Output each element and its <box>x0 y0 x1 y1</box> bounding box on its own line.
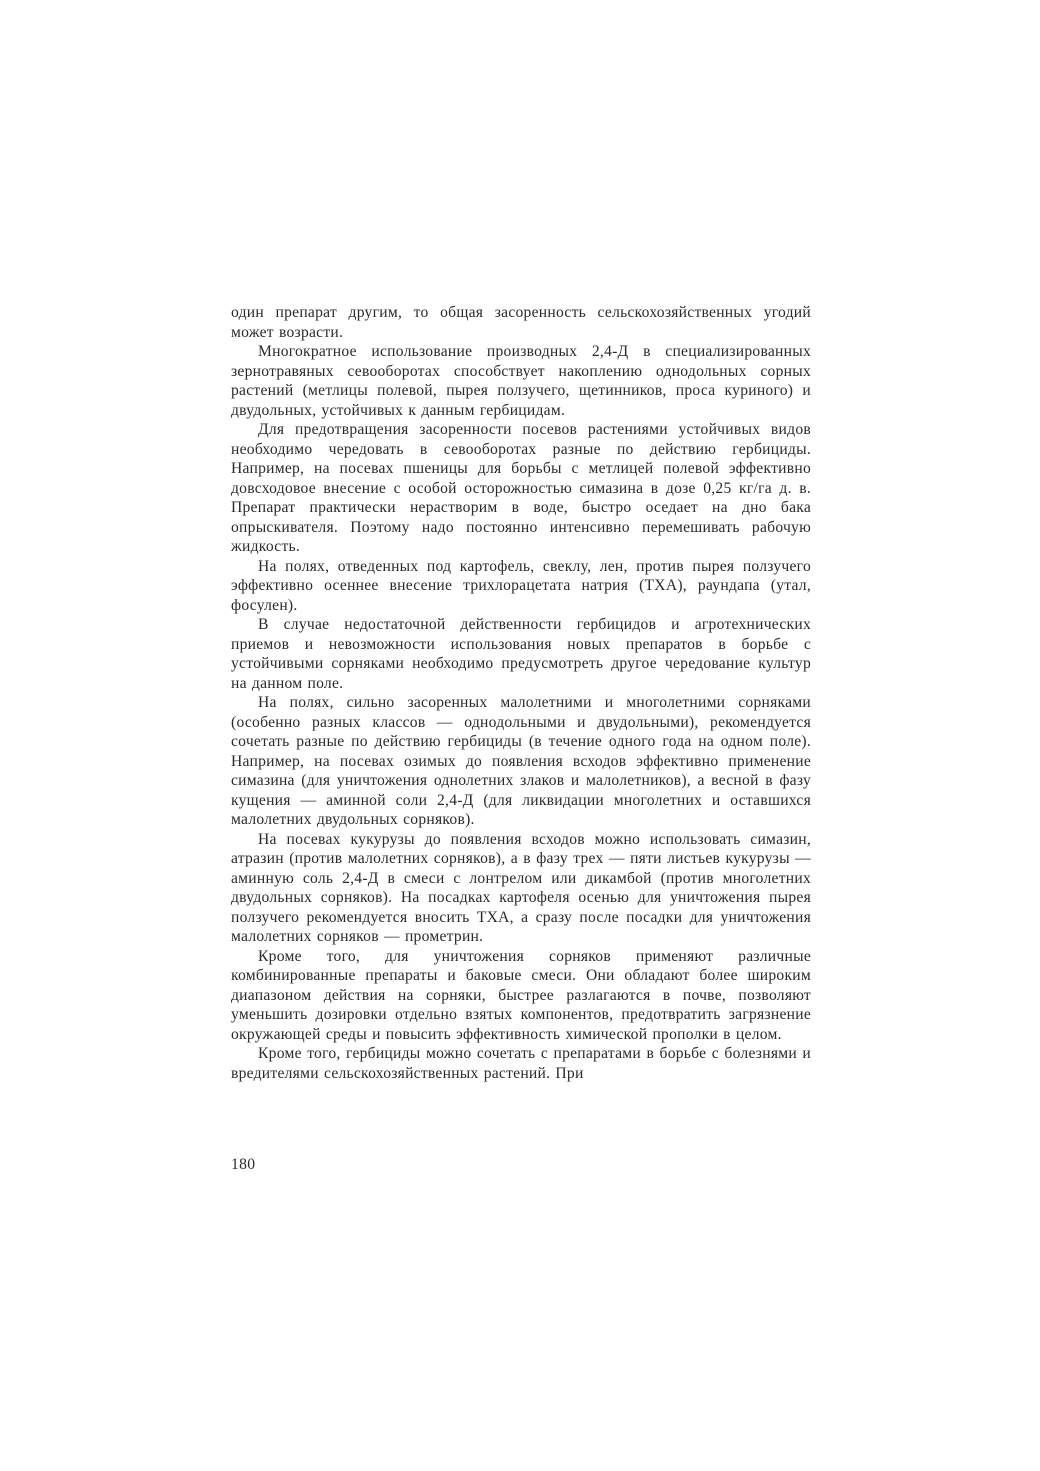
paragraph: В случае недостаточной действенности гербицидов и агротехнических приемов и невозможности использования новых препаратов в борьбе с устойчивыми сорняками необходимо предусмотреть другое чередование культур на данном поле. <box>231 616 811 692</box>
page-number: 180 <box>231 1156 256 1173</box>
paragraph: Для предотвращения засоренности посевов растениями устойчивых видов необходимо чередовать в севооборотах разные по действию гербициды. Например, на посевах пшеницы для борьбы с метлицей полевой эффективно довсходовое внесение с особой осторожностью симазина в дозе 0,25 кг/га д. в. Препарат практически нерастворим в воде, быстро оседает на дно бака опрыскивателя. Поэтому надо постоянно интенсивно перемешивать рабочую жидкость. <box>231 421 811 555</box>
paragraph: На посевах кукурузы до появления всходов можно использовать симазин, атразин (против малолетних сорняков), а в фазу трех — пяти листьев кукурузы — аминную соль 2,4-Д в смеси с лонтрелом или дикамбой (против многолетних двудольных сорняков). На посадках картофеля осенью для уничтожения пырея ползучего рекомендуется вносить ТХА, а сразу после посадки для уничтожения малолетних сорняков — прометрин. <box>231 830 811 945</box>
paragraph: На полях, отведенных под картофель, свеклу, лен, против пырея ползучего эффективно осеннее внесение трихлорацетата натрия (ТХА), раундапа (утал, фосулен). <box>231 557 811 614</box>
paragraph: Многократное использование производных 2,4-Д в специализированных зернотравяных севооборотах способствует накоплению однодольных сорных растений (метлицы полевой, пырея ползучего, щетинников, проса куриного) и двудольных, устойчивых к данным гербицидам. <box>231 343 811 419</box>
paragraph: Кроме того, гербициды можно сочетать с препаратами в борьбе с болезнями и вредителями сельскохозяйственных растений. При <box>231 1045 811 1082</box>
paragraph: На полях, сильно засоренных малолетними и многолетними сорняками (особенно разных классов — однодольными и двудольными), рекомендуется сочетать разные по действию гербициды (в течение одного года на одном поле). Например, на посевах озимых до появления всходов эффективно применение симазина (для уничтожения однолетних злаков и малолетников), а весной в фазу кущения — аминной соли 2,4-Д (для ликвидации многолетних и оставшихся малолетних двудольных сорняков). <box>231 694 811 828</box>
body-text <box>231 303 811 1083</box>
paragraph-continuation: один препарат другим, то общая засоренность сельскохозяйственных угодий может возрасти. <box>231 304 811 341</box>
paragraph: Кроме того, для уничтожения сорняков применяют различные комбинированные препараты и баковые смеси. Они обладают более широким диапазоном действия на сорняки, быстрее разлагаются в почве, позволяют уменьшить дозировки отдельно взятых компонентов, предотвратить загрязнение окружающей среды и повысить эффективность химической прополки в целом. <box>231 947 811 1043</box>
